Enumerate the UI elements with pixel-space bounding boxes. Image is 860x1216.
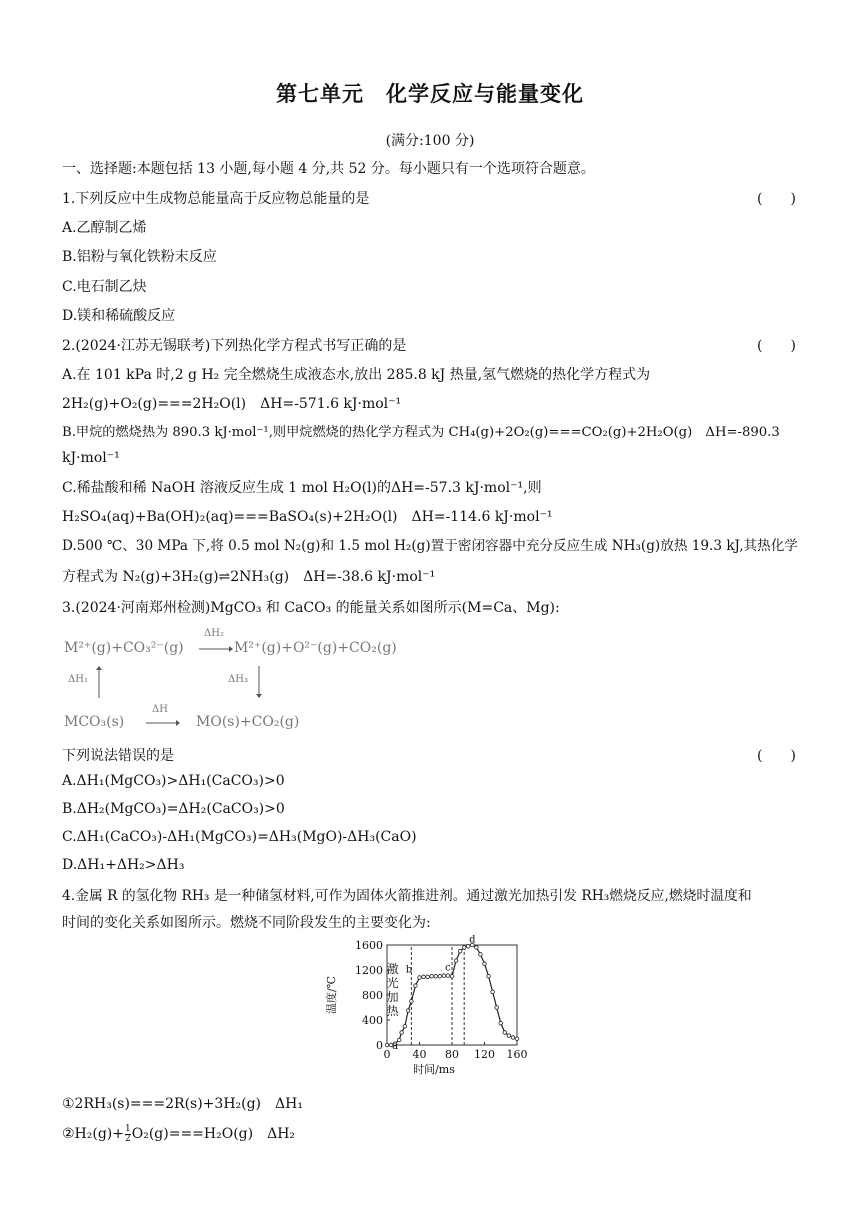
q1-option-c: C.电石制乙炔 — [62, 279, 147, 295]
y-axis-label: 温度/℃ — [325, 975, 338, 1015]
point-label: b — [405, 964, 413, 976]
data-point — [462, 946, 466, 950]
energy-cycle-diagram — [62, 626, 442, 736]
q4-equation-1: ①2RH₃(s)===2R(s)+3H₂(g) ΔH₁ — [62, 1096, 303, 1112]
annotation-char: 激 — [386, 962, 399, 977]
diagram-dh-label: ΔH — [152, 704, 168, 715]
q2-option-c-line1: C.稀盐酸和稀 NaOH 溶液反应生成 1 mol H₂O(l)的ΔH=-57.3 kJ·mol⁻¹,则 — [62, 480, 542, 496]
annotation-char: 光 — [386, 976, 399, 991]
data-point — [446, 974, 450, 978]
data-point — [410, 999, 414, 1003]
data-point — [495, 1006, 499, 1010]
data-point — [385, 1043, 389, 1047]
q1-stem: 1.下列反应中生成物总能量高于反应物总能量的是 — [62, 191, 370, 207]
q3-option-b: B.ΔH₂(MgCO₃)=ΔH₂(CaCO₃)>0 — [62, 801, 285, 817]
y-tick-label: 1200 — [355, 964, 383, 977]
data-point — [515, 1037, 519, 1041]
diagram-bottom-left: MCO₃(s) — [64, 714, 125, 730]
data-point — [403, 1024, 407, 1028]
q2-stem: 2.(2024·江苏无锡联考)下列热化学方程式书写正确的是 — [62, 338, 407, 354]
page-title: 第七单元 化学反应与能量变化 — [276, 82, 584, 106]
section-heading: 一、选择题:本题包括 13 小题,每小题 4 分,共 52 分。每小题只有一个选项符合题意。 — [62, 161, 595, 177]
q2-option-b-line2: kJ·mol⁻¹ — [62, 450, 120, 466]
data-point — [422, 975, 426, 979]
data-point — [430, 974, 434, 978]
data-point — [450, 974, 454, 978]
q3-option-c: C.ΔH₁(CaCO₃)-ΔH₁(MgCO₃)=ΔH₃(MgO)-ΔH₃(CaO) — [62, 829, 417, 845]
y-tick-label: 1600 — [355, 939, 383, 952]
arrow-down-icon — [254, 666, 264, 698]
data-point — [454, 959, 458, 963]
point-label: a — [392, 1040, 399, 1052]
q1-option-d: D.镁和稀硫酸反应 — [62, 308, 176, 324]
arrow-right-icon — [199, 644, 233, 654]
x-tick-label: 120 — [474, 1048, 495, 1061]
q3-option-d: D.ΔH₁+ΔH₂>ΔH₃ — [62, 857, 185, 873]
diagram-top-right: M²⁺(g)+O²⁻(g)+CO₂(g) — [234, 640, 397, 656]
fraction-numerator: 1 — [125, 1123, 131, 1134]
data-point — [438, 974, 442, 978]
data-point — [406, 1009, 410, 1013]
eq2-prefix: ②H₂(g)+ — [62, 1126, 124, 1142]
data-point — [491, 990, 495, 994]
full-score: (满分:100 分) — [385, 133, 475, 149]
q1-option-a: A.乙醇制乙烯 — [62, 220, 147, 236]
annotation-char: 热 — [386, 1004, 399, 1019]
q3-option-a: A.ΔH₁(MgCO₃)>ΔH₁(CaCO₃)>0 — [62, 773, 285, 789]
x-tick-label: 160 — [506, 1048, 528, 1061]
data-point — [442, 974, 446, 978]
x-tick-label: 0 — [383, 1048, 391, 1061]
point-label: d — [469, 935, 476, 946]
q2-option-b-line1: B.甲烷的燃烧热为 890.3 kJ·mol⁻¹,则甲烷燃烧的热化学方程式为 CH₄(g)+2O₂(g)===CO₂(g)+2H₂O(g) ΔH=-890.3 — [62, 425, 780, 440]
diagram-bottom-right: MO(s)+CO₂(g) — [196, 714, 300, 730]
y-tick-label: 0 — [376, 1039, 383, 1052]
data-point — [475, 946, 479, 950]
data-point — [499, 1021, 503, 1025]
x-axis-label: 时间/ms — [413, 1063, 455, 1076]
y-tick-label: 400 — [362, 1014, 383, 1027]
q3-stem: 3.(2024·河南郑州检测)MgCO₃ 和 CaCO₃ 的能量关系如图所示(M=Ca、Mg): — [62, 600, 560, 616]
answer-blank: ( ) — [757, 748, 796, 764]
data-point — [458, 949, 462, 953]
diagram-dh1-label: ΔH₁ — [68, 674, 88, 685]
q2-option-d-line1: D.500 ℃、30 MPa 下,将 0.5 mol N₂(g)和 1.5 mol H₂(g)置于密闭容器中充分反应生成 NH₃(g)放热 19.3 kJ,其热化学 — [62, 538, 798, 554]
arrow-right-icon — [146, 718, 180, 728]
y-tick-label: 800 — [362, 989, 383, 1002]
data-point — [400, 1031, 404, 1035]
x-tick-label: 80 — [445, 1048, 459, 1061]
eq2-suffix: O₂(g)===H₂O(g) ΔH₂ — [131, 1126, 296, 1142]
arrow-up-icon — [94, 666, 104, 698]
answer-blank: ( ) — [757, 338, 796, 354]
data-point — [483, 962, 487, 966]
data-point — [487, 974, 491, 978]
diagram-dh3-label: ΔH₃ — [228, 674, 248, 685]
q1-option-b: B.铝粉与氧化铁粉末反应 — [62, 249, 217, 265]
point-label: c — [445, 962, 451, 974]
data-point — [426, 975, 430, 979]
diagram-top-left: M²⁺(g)+CO₃²⁻(g) — [64, 640, 184, 656]
data-point — [418, 976, 422, 980]
diagram-dh2-label: ΔH₂ — [204, 628, 224, 639]
data-point — [479, 953, 483, 957]
fraction-one-half — [125, 1125, 131, 1144]
data-point — [507, 1034, 511, 1038]
data-point — [503, 1031, 507, 1035]
temperature-time-chart — [325, 935, 540, 1085]
q3-ask: 下列说法错误的是 — [62, 748, 174, 764]
data-point — [434, 974, 438, 978]
q4-stem-line2: 时间的变化关系如图所示。燃烧不同阶段发生的主要变化为: — [62, 915, 431, 931]
data-point — [511, 1036, 515, 1040]
q2-option-a-line2: 2H₂(g)+O₂(g)===2H₂O(l) ΔH=-571.6 kJ·mol⁻¹ — [62, 396, 402, 412]
answer-blank: ( ) — [757, 191, 796, 207]
x-tick-label: 40 — [412, 1048, 427, 1061]
annotation-char: 加 — [386, 990, 399, 1005]
q4-equation-2 — [62, 1123, 295, 1144]
q2-option-d-line2: 方程式为 N₂(g)+3H₂(g)⇌2NH₃(g) ΔH=-38.6 kJ·mol⁻¹ — [62, 569, 436, 585]
q2-option-a-line1: A.在 101 kPa 时,2 g H₂ 完全燃烧生成液态水,放出 285.8 kJ 热量,氢气燃烧的热化学方程式为 — [62, 367, 651, 383]
data-point — [414, 984, 418, 988]
q4-stem-line1: 4.金属 R 的氢化物 RH₃ 是一种储氢材料,可作为固体火箭推进剂。通过激光加热引发 RH₃燃烧反应,燃烧时温度和 — [62, 888, 752, 904]
q2-option-c-line2: H₂SO₄(aq)+Ba(OH)₂(aq)===BaSO₄(s)+2H₂O(l) ΔH=-114.6 kJ·mol⁻¹ — [62, 509, 553, 525]
fraction-denominator: 2 — [125, 1133, 131, 1144]
